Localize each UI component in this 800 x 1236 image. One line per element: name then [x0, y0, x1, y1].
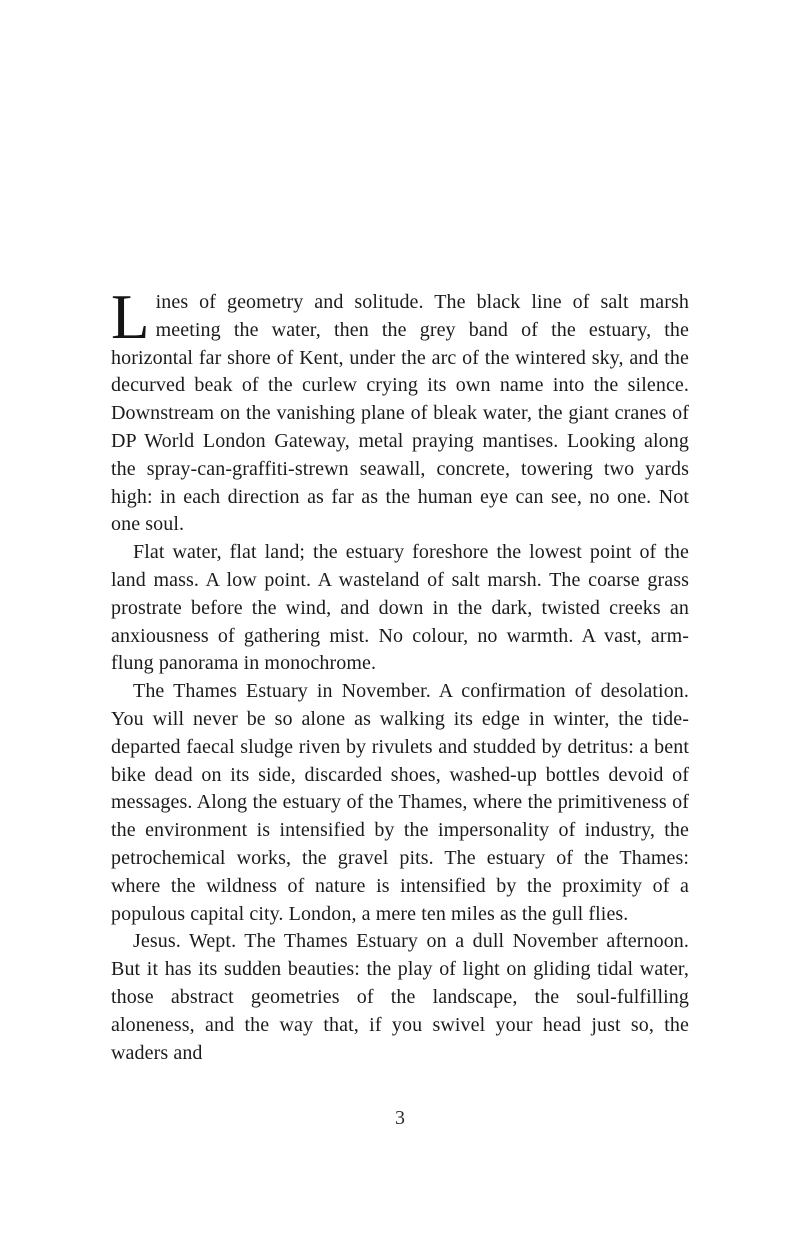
opening-paragraph: [111, 282, 689, 539]
paragraph: The Thames Estuary in November. A confirmation of desolation. You will never be so alone as walking its edge in winter, the tide-departed faecal sludge riven by rivulets and studded by detritus: a bent bike dead on its side, discarded shoes, washed-up bottles devoid of messages. Along the estuary of the Thames, where the primitiveness of the environment is intensified by the impersonality of industry, the petrochemical works, the gravel pits. The estuary of the Thames: where the wildness of nature is intensified by the proximity of a populous capital city. London, a mere ten miles as the gull flies.: [111, 680, 689, 925]
paragraph: Flat water, flat land; the estuary foreshore the lowest point of the land mass. A low point. A wasteland of salt marsh. The coarse grass prostrate before the wind, and down in the dark, twisted creeks an anxiousness of gathering mist. No colour, no warmth. A vast, arm-flung panorama in monochrome.: [111, 541, 689, 675]
paragraph-text: ines of geometry and solitude. The black line of salt marsh meeting the water, then the grey band of the estuary, the horizontal far shore of Kent, under the arc of the wintered sky, and the decurved beak of the curlew crying its own name into the silence. Downstream on the vanishing plane of bleak water, the giant cranes of DP World London Gateway, metal praying mantises. Looking along the spray-can-graffiti-strewn seawall, concrete, towering two yards high: in each direction as far as the human eye can see, no one. Not one soul.: [111, 291, 689, 536]
text-block: [111, 282, 689, 1067]
drop-cap: L: [111, 282, 150, 352]
paragraph: Jesus. Wept. The Thames Estuary on a dull November afternoon. But it has its sudden beauties: the play of light on gliding tidal water, those abstract geometries of the landscape, the soul-fulfilling aloneness, and the way that, if you swivel your head just so, the waders and: [111, 930, 689, 1064]
page-number: 3: [395, 1107, 405, 1129]
